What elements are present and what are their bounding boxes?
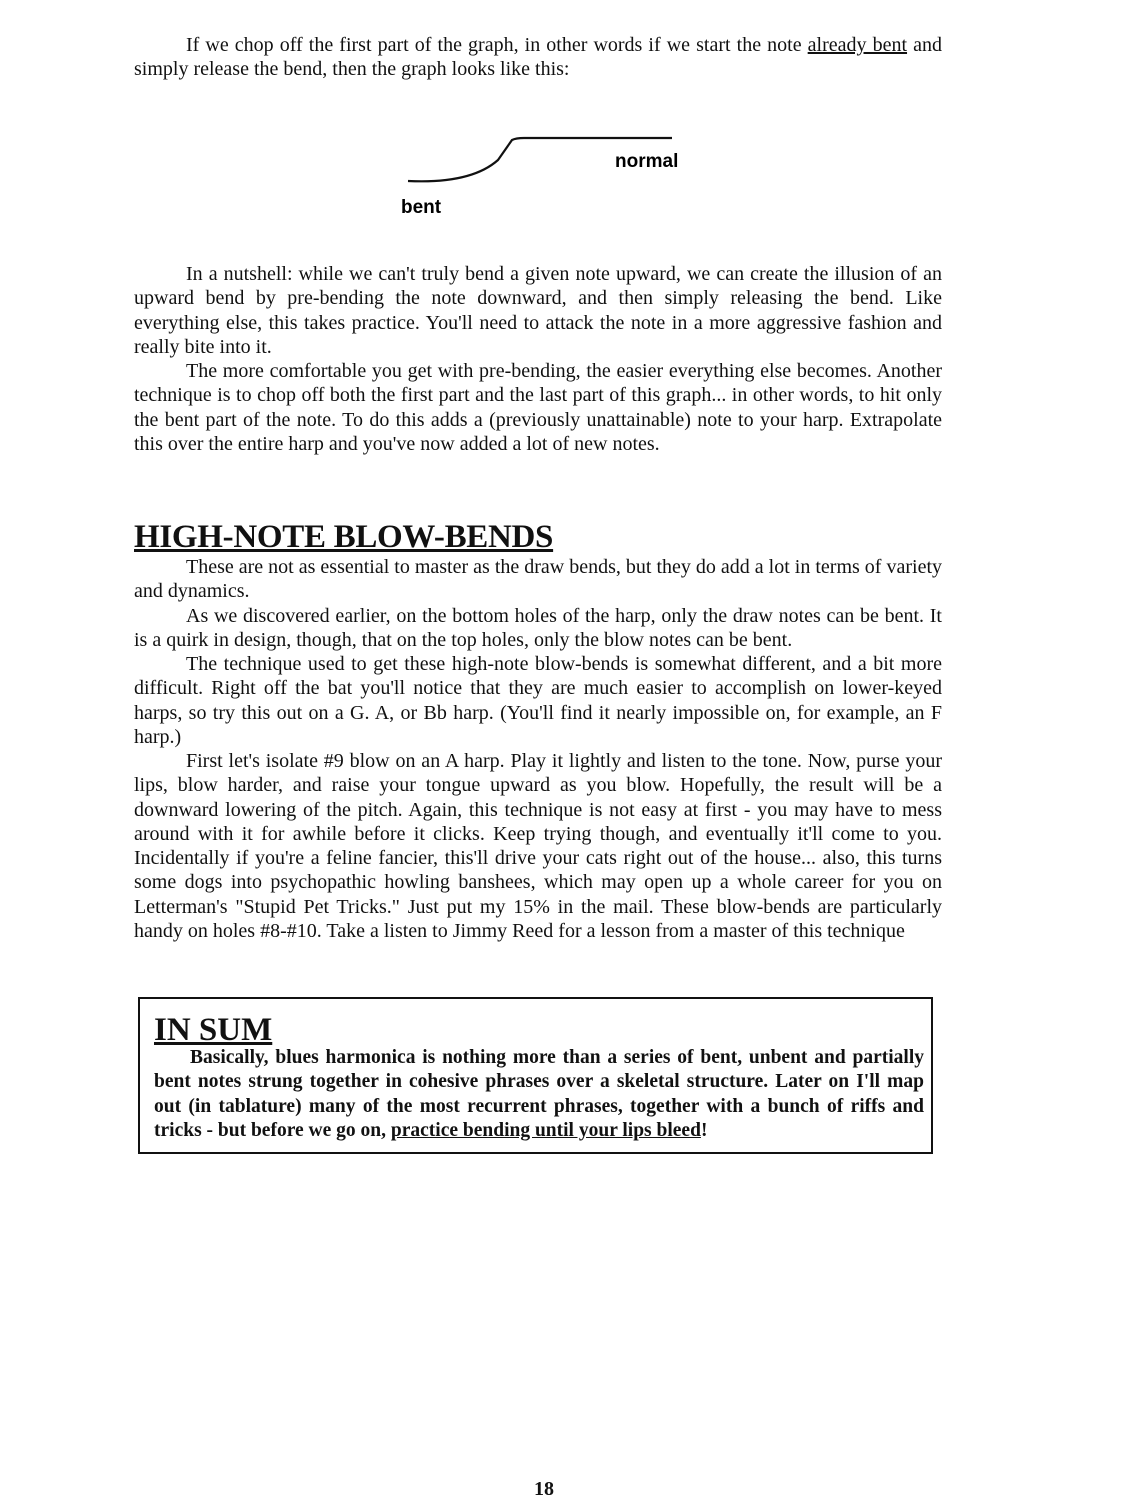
in-sum-text — [154, 1046, 924, 1143]
section-heading: HIGH-NOTE BLOW-BENDS — [134, 519, 554, 555]
in-sum-underlined: practice bending until your lips bleed — [390, 1119, 701, 1141]
graph-label-bent: bent — [401, 197, 442, 218]
in-sum-end: ! — [700, 1119, 708, 1141]
section-paragraph-4 — [134, 749, 942, 943]
in-sum-box — [138, 997, 933, 1154]
nutshell-text: In a nutshell: while we can't truly bend a given note upward, we can create the illusion of an upward bend by pre-bending the note downward, and then simply releasing the bend. Like everything else, this takes practice. You'll need to attack the note in a more aggressive fashion and really bite into it. — [134, 263, 942, 358]
section-paragraph-4-text: First let's isolate #9 blow on an A harp. Play it lightly and listen to the tone. Now, purse your lips, blow harder, and raise your tongue upward as you blow. Hopefully, the result will be a downward lowering of the pitch. Again, this technique is not easy at first - you may have to mess around with it for awhile before it clicks. Keep trying though, and eventually it'll come to you. Incidentally if you're a feline fancier, this'll drive your cats right out of the house... also, this turns some dogs into psychopathic howling banshees, which may open up a whole career for you on Letterman's "Stupid Pet Tricks." Just put my 15% in the mail. These blow-bends are particularly handy on holes #8-#10. Take a listen to Jimmy Reed for a lesson from a master of this technique — [134, 750, 942, 943]
bend-graph — [0, 0, 1125, 230]
section-paragraph-1 — [134, 555, 942, 604]
intro-text-after: and simply release the bend, then the graph looks like this: — [134, 34, 943, 81]
page-number: 18 — [534, 1478, 554, 1500]
section-paragraph-3 — [134, 652, 942, 749]
section-paragraph-3-text: The technique used to get these high-note blow-bends is somewhat different, and a bit more difficult. Right off the bat you'll notice that they are much easier to accomplish on lower-keyed harps, so try this out on a G. A, or Bb harp. (You'll find it nearly impossible on, for example, an F harp.) — [134, 653, 942, 748]
graph-label-normal: normal — [615, 151, 679, 172]
section-paragraph-1-text: These are not as essential to master as the draw bends, but they do add a lot in terms of variety and dynamics. — [134, 556, 942, 603]
in-sum-body: Basically, blues harmonica is nothing more than a series of bent, unbent and partially bent notes strung together in cohesive phrases over a skeletal structure. Later on I'll map out (in tablature) many of the most recurrent phrases, together with a bunch of riffs and tricks - but before we go on, — [154, 1047, 924, 1141]
in-sum-title: IN SUM — [154, 1012, 273, 1048]
section-paragraph-2 — [134, 604, 942, 653]
section-paragraph-2-text: As we discovered earlier, on the bottom holes of the harp, only the draw notes can be bent. It is a quirk in design, though, that on the top holes, only the blow notes can be bent. — [134, 605, 942, 652]
intro-underlined-text: already bent — [807, 34, 908, 56]
nutshell-paragraph — [134, 262, 942, 359]
comfortable-text: The more comfortable you get with pre-bending, the easier everything else becomes. Another technique is to chop off both the first part and the last part of this graph... in other words, to hit only the bent part of the note. To do this adds a (previously unattainable) note to your harp. Extrapolate this over the entire harp and you've now added a lot of new notes. — [134, 360, 942, 455]
comfortable-paragraph — [134, 359, 942, 456]
intro-text-before: If we chop off the first part of the graph, in other words if we start the note — [186, 34, 808, 56]
